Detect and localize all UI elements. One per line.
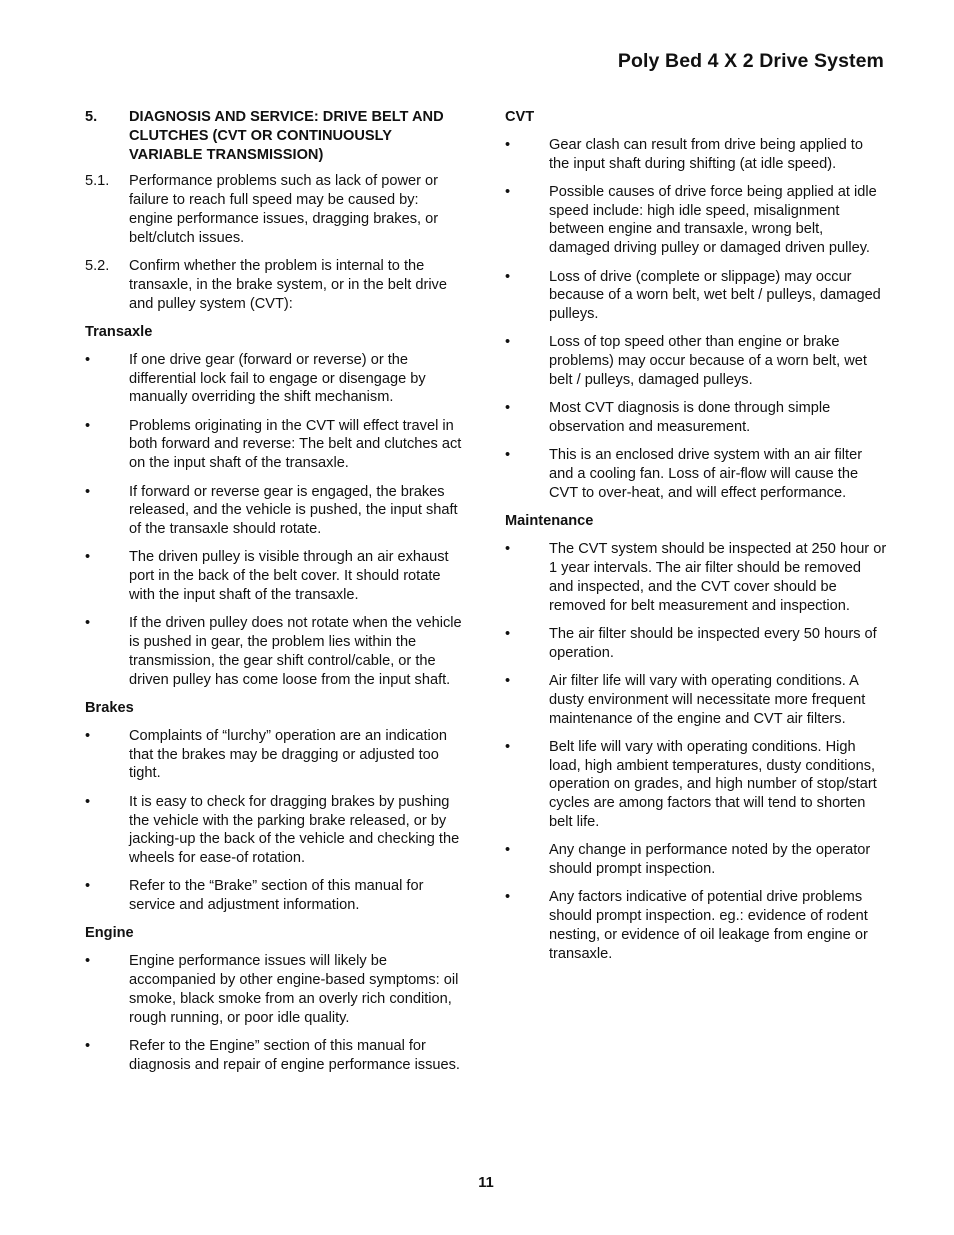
step-item [85,172,463,247]
bullet-text: Refer to the Engine” section of this manual for diagnosis and repair of engine performance issues. [129,1037,460,1073]
bullet-text: If the driven pulley does not rotate when the vehicle is pushed in gear, the problem lies within the transmission, the gear shift control/cable, or the driven pulley has come loose from the input shaft. [129,615,462,688]
bullet-item [505,183,887,258]
step-number: 5.1. [85,173,110,190]
cvt-heading: CVT [505,109,535,125]
bullet-text: Most CVT diagnosis is done through simple observation and measurement. [549,400,831,436]
bullet-item [85,417,463,473]
bullet-icon: • [85,727,91,744]
bullet-text: If one drive gear (forward or reverse) or the differential lock fail to engage or disengage by manually overriding the shift mechanism. [129,351,426,406]
bullet-icon: • [85,878,91,895]
bullet-icon: • [505,447,511,464]
bullet-item [505,888,887,963]
left-column [85,108,463,1084]
bullet-text: Refer to the “Brake” section of this manual for service and adjustment information. [129,878,424,914]
right-column [505,108,887,973]
bullet-text: The driven pulley is visible through an air exhaust port in the back of the belt cover. It should rotate with the input shaft of the transaxle. [129,549,449,604]
bullet-text: Loss of top speed other than engine or brake problems) may occur because of a worn belt, wet belt / pulleys, damaged pulleys. [549,334,867,389]
bullet-icon: • [85,483,91,500]
bullet-icon: • [505,541,511,558]
bullet-icon: • [505,842,511,859]
bullet-text: The air filter should be inspected every 50 hours of operation. [549,625,877,661]
step-item [85,257,463,313]
bullet-icon: • [85,1037,91,1054]
bullet-text: Belt life will vary with operating conditions. High load, high ambient temperatures, dusty conditions, operation on grades, and high number of stop/start cycles are among factors that will tend to shorten belt life. [549,738,877,830]
bullet-icon: • [85,549,91,566]
bullet-icon: • [85,351,91,368]
bullet-text: Loss of drive (complete or slippage) may occur because of a worn belt, wet belt / pulleys, damaged pulleys. [549,268,881,323]
bullet-text: Gear clash can result from drive being applied to the input shaft during shifting (at idle speed). [549,136,863,172]
bullet-item [85,351,463,407]
section-number: 5. [85,109,98,125]
bullet-text: This is an enclosed drive system with an air filter and a cooling fan. Loss of air-flow will cause the CVT to over-heat, and will effect performance. [549,447,863,502]
bullet-item [505,333,887,389]
bullet-item [505,841,887,879]
bullet-item [505,446,887,502]
step-number: 5.2. [85,258,110,275]
bullet-icon: • [505,625,511,642]
bullet-icon: • [505,738,511,755]
bullet-item [85,952,463,1027]
transaxle-heading: Transaxle [85,323,153,340]
bullet-text: Any factors indicative of potential drive problems should prompt inspection. eg.: evidence of rodent nesting, or evidence of oil leakage from engine or transaxle. [549,889,868,962]
bullet-item [85,877,463,915]
bullet-icon: • [85,953,91,970]
bullet-text: It is easy to check for dragging brakes by pushing the vehicle with the parking brake released, or by jacking-up the back of the vehicle and checking the wheels for ease-of rotation. [129,793,460,867]
bullet-icon: • [505,889,511,906]
brakes-heading: Brakes [85,700,134,717]
bullet-icon: • [505,672,511,689]
page-number: 11 [478,1175,494,1191]
bullet-text: The CVT system should be inspected at 250 hour or 1 year intervals. The air filter should be removed and inspected, and the CVT cover should be removed for belt measurement and inspection. [549,541,887,614]
maintenance-heading: Maintenance [505,513,594,530]
bullet-icon: • [505,268,511,285]
bullet-icon: • [85,793,91,810]
bullet-item [505,672,887,728]
bullet-icon: • [505,136,511,153]
bullet-text: Possible causes of drive force being applied at idle speed include: high idle speed, misalignment between engine and transaxle, wrong belt, damaged driving pulley or damaged driven pulley. [549,183,877,257]
bullet-item [85,483,463,539]
step-text: Performance problems such as lack of power or failure to reach full speed may be caused by: engine performance issues, dragging brakes, or belt/clutch issues. [129,173,439,246]
bullet-item [85,1037,463,1075]
bullet-item [505,540,887,615]
bullet-item [505,268,887,324]
bullet-item [505,399,887,437]
bullet-icon: • [505,400,511,417]
bullet-icon: • [505,183,511,200]
bullet-item [505,738,887,832]
bullet-item [505,625,887,663]
bullet-item [505,136,887,174]
bullet-text: Air filter life will vary with operating conditions. A dusty environment will necessitate more frequent maintenance of the engine and CVT air filters. [549,672,866,727]
bullet-item [85,727,463,783]
bullet-text: Complaints of “lurchy” operation are an indication that the brakes may be dragging or adjusted too tight. [129,727,447,782]
bullet-text: Any change in performance noted by the operator should prompt inspection. [549,842,871,878]
bullet-text: Problems originating in the CVT will effect travel in both forward and reverse: The belt and clutches act on the input shaft of the transaxle. [129,417,462,472]
bullet-icon: • [505,334,511,351]
bullet-icon: • [85,615,91,632]
engine-heading: Engine [85,925,134,942]
section-title: DIAGNOSIS AND SERVICE: DRIVE BELT AND CLUTCHES (CVT OR CONTINUOUSLY VARIABLE TRANSMISSION) [129,109,444,163]
bullet-text: Engine performance issues will likely be accompanied by other engine-based symptoms: oil smoke, black smoke from an overly rich condition, rough running, or poor idle quality. [129,953,459,1026]
bullet-item [85,614,463,689]
bullet-icon: • [85,417,91,434]
bullet-item [85,548,463,604]
section-heading [85,108,463,164]
bullet-text: If forward or reverse gear is engaged, the brakes released, and the vehicle is pushed, the input shaft of the transaxle should rotate. [129,483,458,538]
bullet-item [85,793,463,868]
page-title: Poly Bed 4 X 2 Drive System [617,50,884,72]
step-text: Confirm whether the problem is internal to the transaxle, in the brake system, or in the belt drive and pulley system (CVT): [129,258,447,312]
